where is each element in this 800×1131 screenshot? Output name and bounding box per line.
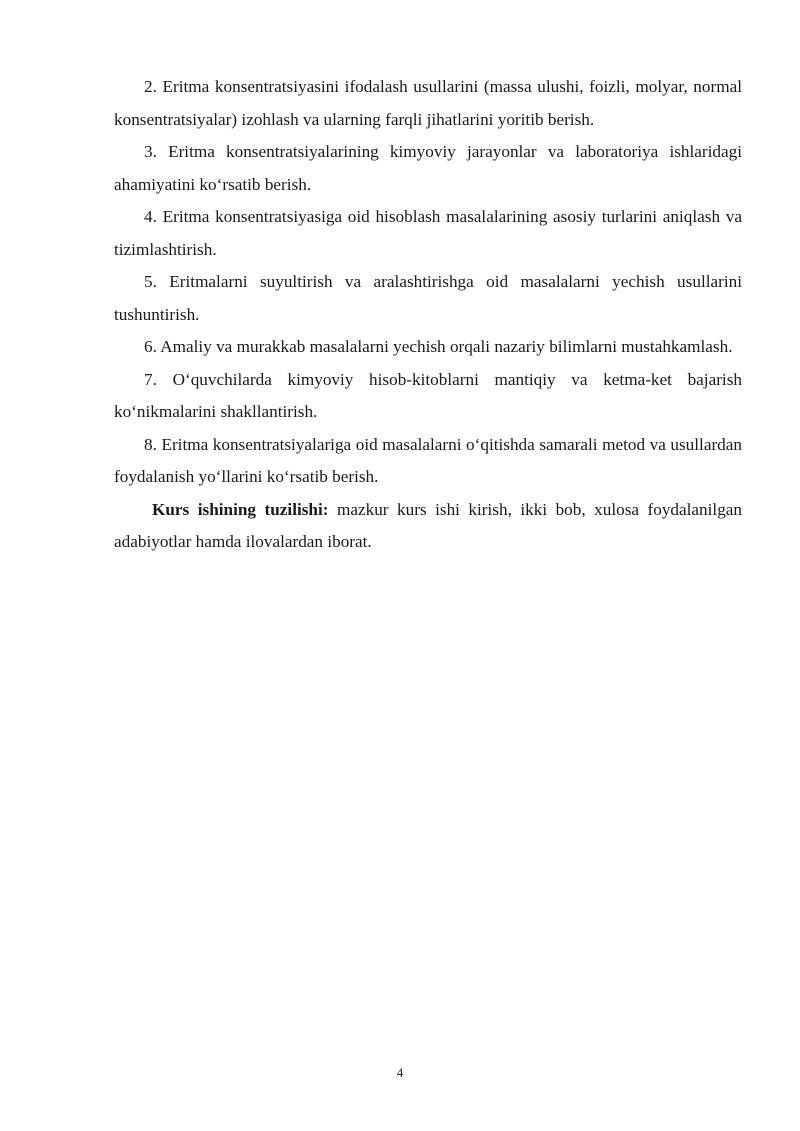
objective-4: 4. Eritma konsentratsiyasiga oid hisoblash masalalarining asosiy turlarini aniqlash va tizimlashtirish. [114, 207, 742, 259]
objective-6: 6. Amaliy va murakkab masalalarni yechish orqali nazariy bilimlarni mustahkamlash. [144, 337, 733, 356]
structure-label: Kurs ishining tuzilishi: [152, 499, 329, 519]
page-body [114, 71, 742, 559]
objective-3: 3. Eritma konsentratsiyalarining kimyoviy jarayonlar va laboratoriya ishlaridagi ahamiyatini ko‘rsatib berish. [114, 142, 742, 194]
objective-7: 7. O‘quvchilarda kimyoviy hisob-kitoblarni mantiqiy va ketma-ket bajarish ko‘nikmalarini shakllantirish. [114, 369, 742, 421]
structure-paragraph [114, 494, 742, 559]
structure-text: mazkur kurs ishi kirish, ikki bob, xulosa foydalanilgan adabiyotlar hamda ilovalardan iborat. [114, 499, 743, 551]
objective-8: 8. Eritma konsentratsiyalariga oid masalalarni o‘qitishda samarali metod va usullardan foydalanish yo‘llarini ko‘rsatib berish. [114, 434, 742, 486]
page-number: 4 [396, 1065, 404, 1080]
objective-2: 2. Eritma konsentratsiyasini ifodalash usullarini (massa ulushi, foizli, molyar, normal konsentratsiyalar) izohlash va ularning farqli jihatlarini yoritib berish. [114, 77, 742, 129]
objective-5: 5. Eritmalarni suyultirish va aralashtirishga oid masalalarni yechish usullarini tushuntirish. [114, 272, 742, 324]
